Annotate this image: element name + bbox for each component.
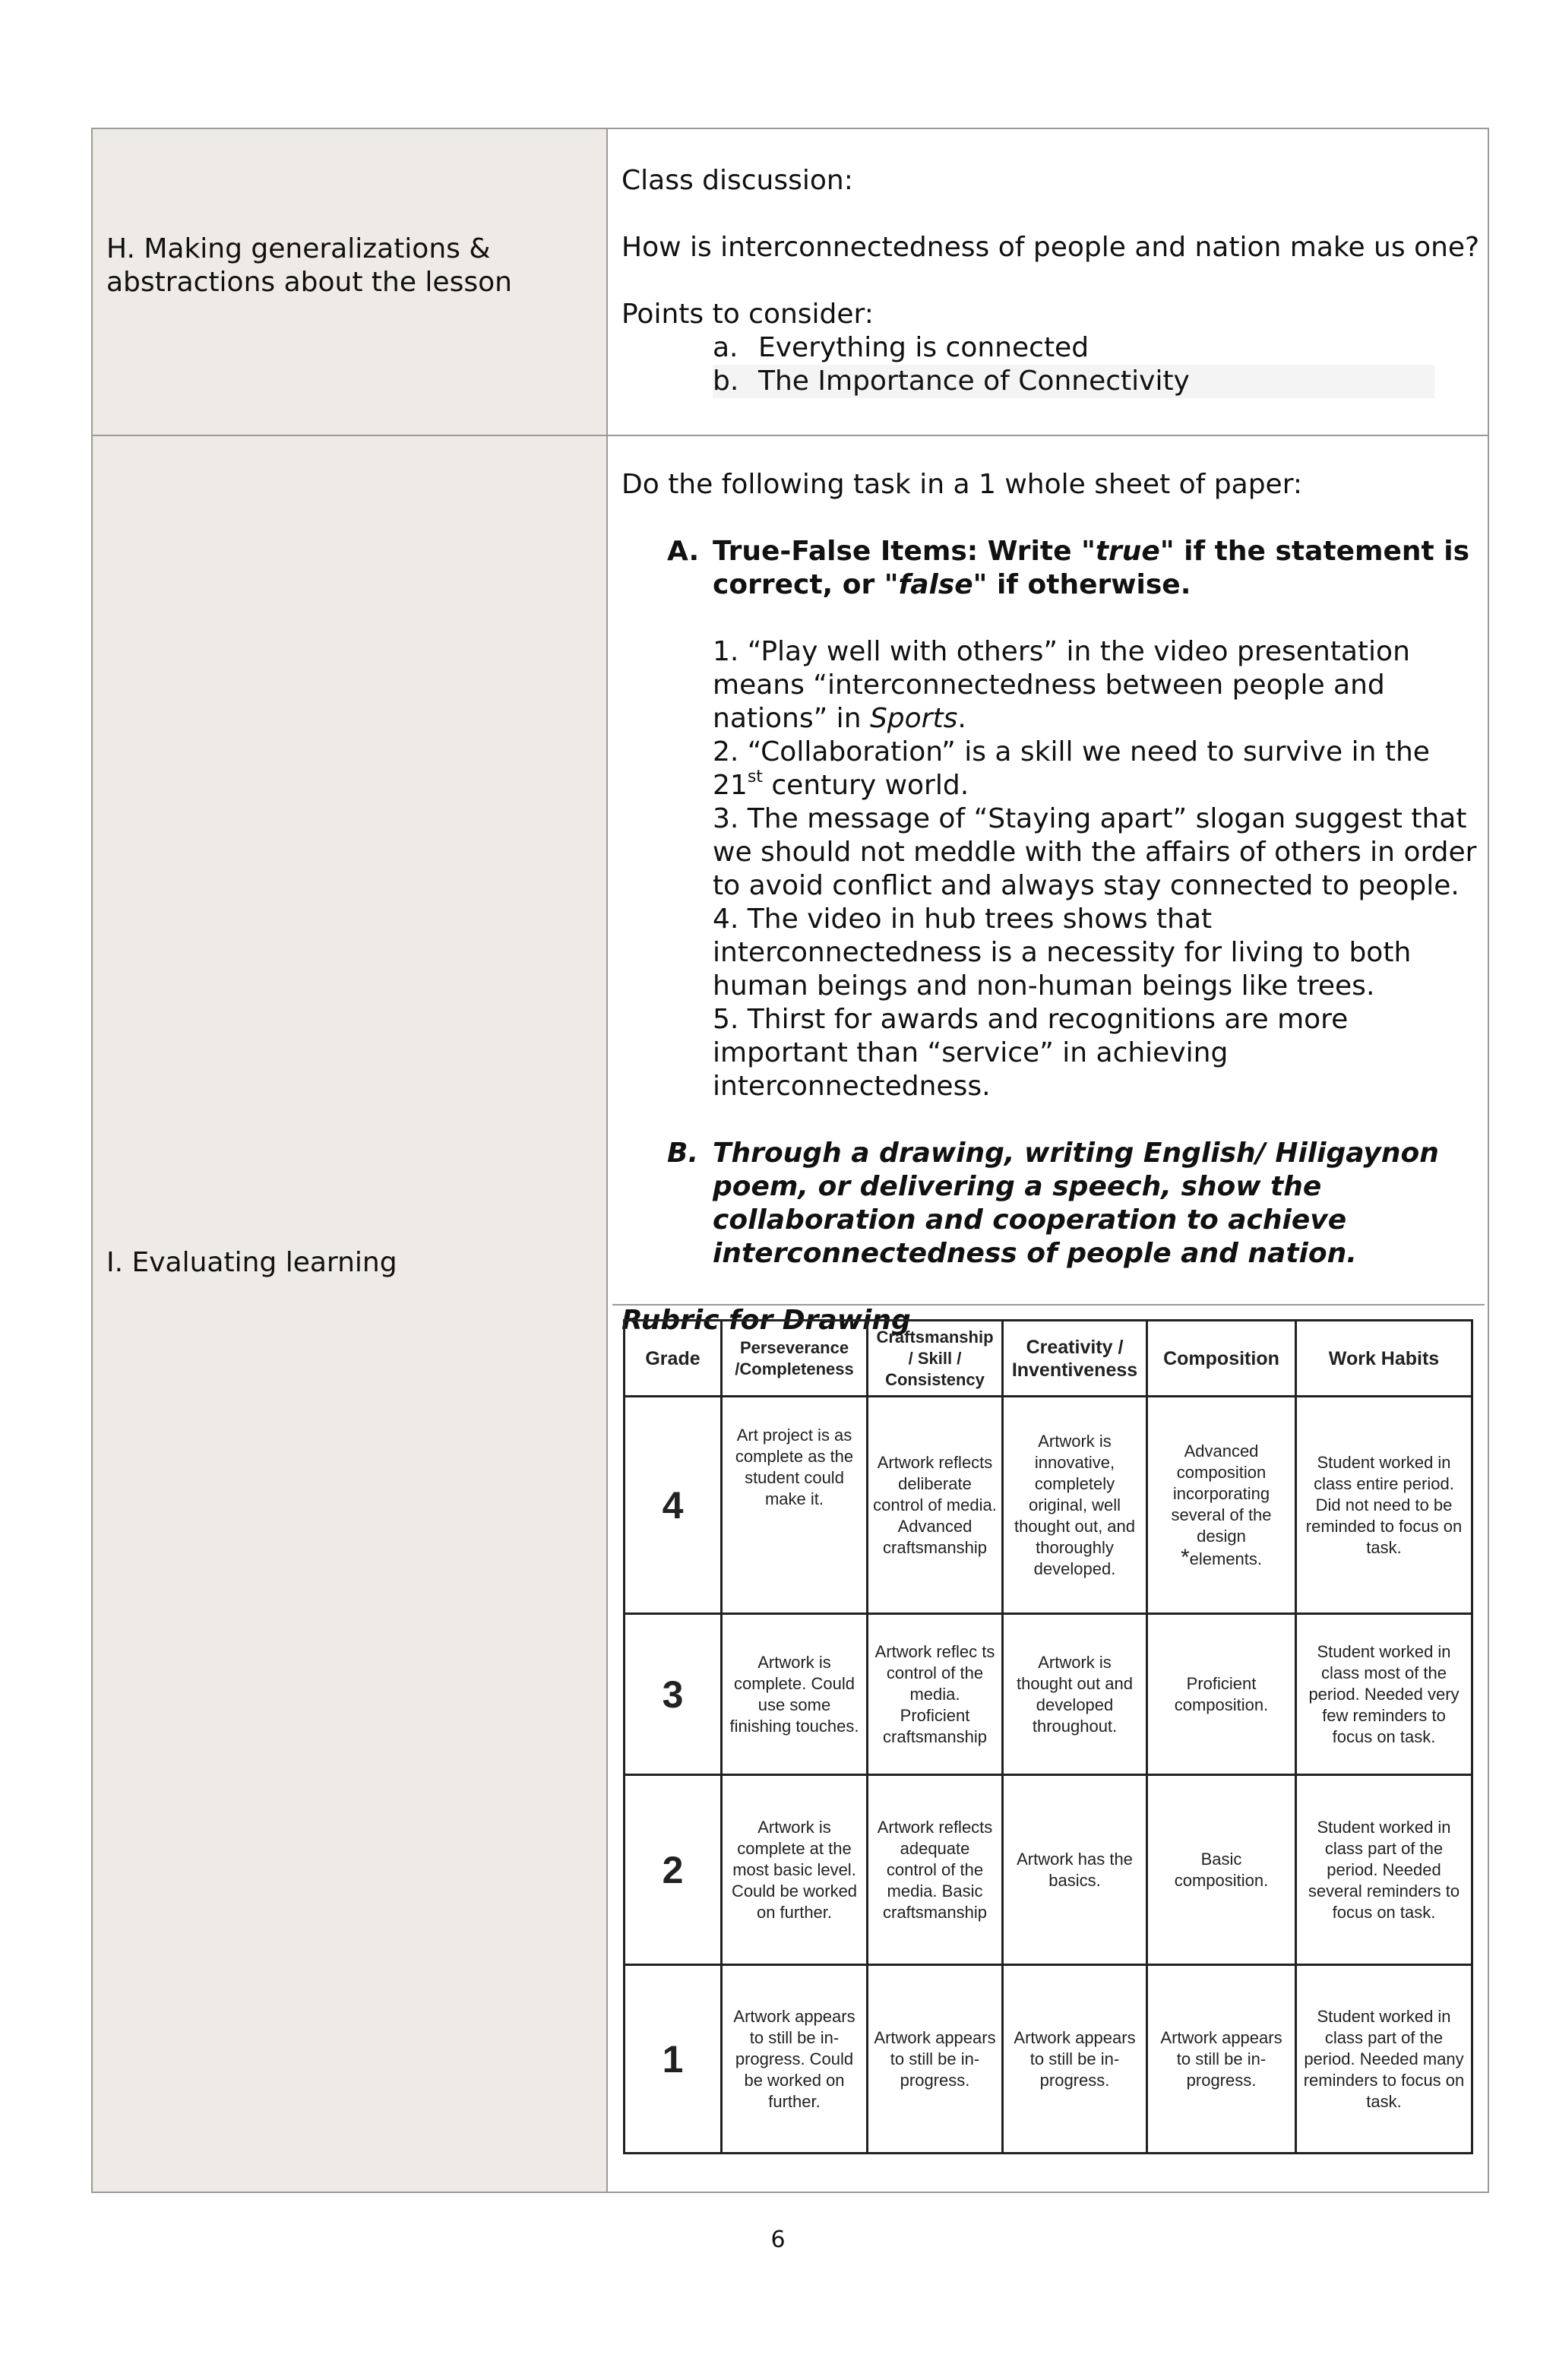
class-discussion-label: Class discussion: [621,165,853,196]
list-item: 2. “Collaboration” is a skill we need to survive in the 21st century world. [713,736,1430,801]
rubric-title: Rubric for Drawing [621,1305,911,1336]
list-item: 4. The video in hub trees shows that interconnectedness is a necessity for living to both human beings and non-human beings like trees. [713,904,1412,1002]
composition-cell: Advanced composition incorporating several of the design *elements. [1147,1397,1296,1614]
perseverance-cell: Artwork appears to still be in-progress. Could be worked on further. [722,1965,868,2154]
list-item: 3. The message of “Staying apart” slogan suggest that we should not meddle with the affairs of others in order to avoid conflict and always stay connected to people. [713,803,1477,901]
list-item: 1. “Play well with others” in the video presentation means “interconnectedness between people and nations” in Sports. [713,636,1410,734]
creativity-cell: Artwork has the basics. [1003,1775,1147,1965]
left-column [93,129,608,2192]
craftsmanship-cell: Artwork reflects deliberate control of media. Advanced craftsmanship [868,1397,1003,1614]
row-i-label: I. Evaluating learning [106,1247,397,1278]
point-item: b. The Importance of Connectivity [713,365,1434,398]
row-divider [93,435,1488,436]
rubric-separator [612,1304,1485,1306]
table-row [625,1614,1472,1775]
task-a-heading: A. True-False Items: Write "true" if the statement is correct, or "false" if otherwise. [667,536,1470,600]
grade-cell: 3 [625,1614,722,1775]
creativity-cell: Artwork appears to still be in-progress. [1003,1965,1147,2154]
grade-cell: 2 [625,1775,722,1965]
work-habits-cell: Student worked in class part of the period. Needed several reminders to focus on task. [1296,1775,1472,1965]
true-false-items [713,635,1480,1103]
craftsmanship-cell: Artwork reflects adequate control of the media. Basic craftsmanship [868,1775,1003,1965]
page-number: 6 [770,2227,786,2253]
rubric-table [623,1319,1473,2154]
discussion-question: How is interconnectedness of people and nation make us one? [621,232,1480,263]
composition-cell: Artwork appears to still be in-progress. [1147,1965,1296,2154]
row-i-content [621,468,1480,1337]
craftsmanship-header: Craftsmanship / Skill / Consistency [868,1321,1003,1397]
task-b-heading: B. Through a drawing, writing English/ Hiligaynon poem, or delivering a speech, show the collaboration and cooperation to achieve interconnectedness of people and nation. [667,1138,1439,1269]
perseverance-cell: Artwork is complete at the most basic level. Could be worked on further. [722,1775,868,1965]
table-row [625,1775,1472,1965]
point-item: a. Everything is connected [713,332,1090,363]
perseverance-cell: Artwork is complete. Could use some finishing touches. [722,1614,868,1775]
row-h-label: H. Making generalizations & abstractions about the lesson [106,233,512,298]
creativity-cell: Artwork is innovative, completely original, well thought out, and thoroughly developed. [1003,1397,1147,1614]
grade-cell: 1 [625,1965,722,2154]
work-habits-cell: Student worked in class part of the period. Needed many reminders to focus on task. [1296,1965,1472,2154]
craftsmanship-cell: Artwork appears to still be in-progress. [868,1965,1003,2154]
composition-cell: Basic composition. [1147,1775,1296,1965]
table-row [625,1397,1472,1614]
points-title: Points to consider: [621,299,874,330]
creativity-header: Creativity / Inventiveness [1003,1321,1147,1397]
rubric-header-row [625,1321,1472,1397]
perseverance-cell: Art project is as complete as the student could make it. [722,1397,868,1614]
task-instruction: Do the following task in a 1 whole sheet of paper: [621,469,1302,500]
composition-cell: Proficient composition. [1147,1614,1296,1775]
list-item: 5. Thirst for awards and recognitions are more important than “service” in achieving interconnectedness. [713,1004,1349,1102]
craftsmanship-cell: Artwork reflec ts control of the media. Proficient craftsmanship [868,1614,1003,1775]
points-list [713,331,1480,398]
creativity-cell: Artwork is thought out and developed throughout. [1003,1614,1147,1775]
row-h-content [621,164,1480,398]
work-habits-cell: Student worked in class most of the period. Needed very few reminders to focus on task. [1296,1614,1472,1775]
perseverance-header: Perseverance /Completeness [722,1321,868,1397]
work-habits-cell: Student worked in class entire period. Did not need to be reminded to focus on task. [1296,1397,1472,1614]
table-row [625,1965,1472,2154]
grade-header: Grade [625,1321,722,1397]
grade-cell: 4 [625,1397,722,1614]
composition-header: Composition [1147,1321,1296,1397]
work-habits-header: Work Habits [1296,1321,1472,1397]
